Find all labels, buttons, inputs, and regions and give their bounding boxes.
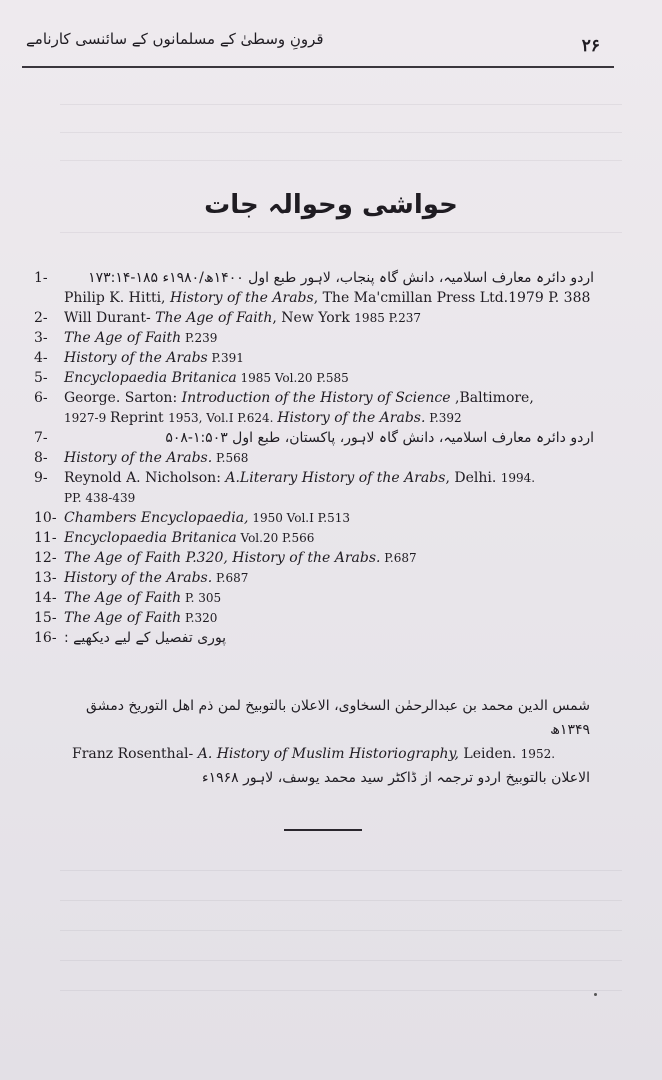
section-title: حواشی وحوالہ جات	[204, 190, 458, 220]
note-text: Will Durant- The Age of Faith, New York 1985 P.237	[64, 310, 422, 326]
note-text: History of the Arabs P.391	[64, 350, 244, 366]
reference-sakhawi: شمس الدین محمد بن عبدالرحمٰن السخاوی، الاعلان بالتوبیخ لمن ذم اھل التوریخ دمشق ۱۳۴۹ھ	[86, 698, 590, 738]
note-item	[34, 468, 594, 508]
note-item	[34, 388, 594, 428]
note-item	[34, 588, 594, 608]
note-number: 3-	[34, 330, 48, 346]
note-number: 2-	[34, 310, 48, 326]
note-item	[34, 268, 594, 308]
note-number: 8-	[34, 450, 48, 466]
bleed-line	[60, 104, 622, 105]
reference-rosenthal: Franz Rosenthal- A. History of Muslim Historiography, Leiden. 1952.	[72, 746, 556, 762]
note-urdu: اردو دائرہ معارف اسلامیہ، دانش گاہ لاہور، پاکستان، طبع اول ۱:۵۰۳-۵۰۸	[165, 430, 594, 446]
section-divider	[284, 829, 362, 831]
notes-list	[34, 268, 594, 648]
note-urdu: پوری تفصیل کے لیے دیکھیے :	[64, 630, 227, 646]
note-item	[34, 628, 594, 648]
bleed-line	[60, 232, 622, 233]
note-number: 1-	[34, 270, 48, 286]
note-number: 15-	[34, 610, 57, 626]
note-number: 4-	[34, 350, 48, 366]
note-item	[34, 548, 594, 568]
header-rule	[22, 66, 614, 68]
note-text: George. Sarton: Introduction of the History of Science ,Baltimore, 1927-9 Reprint 1953, Vol.I P.624. History of the Arabs. P.392	[64, 390, 534, 426]
bleed-line	[60, 990, 622, 991]
note-text: The Age of Faith P.239	[64, 330, 218, 346]
note-item	[34, 568, 594, 588]
note-urdu: اردو دائرہ معارف اسلامیہ، دانش گاہ پنجاب، لاہور طبع اول ۱۴۰۰ھ/۱۹۸۰ء ۱۸۵-۱۷۳:۱۴	[88, 270, 594, 286]
note-text: The Age of Faith P.320	[64, 610, 218, 626]
reference-urdu-translation: الاعلان بالتوبیخ اردو ترجمہ از ڈاکٹر سید محمد یوسف، لاہور ۱۹۶۸ء	[201, 770, 590, 786]
note-text: Chambers Encyclopaedia, 1950 Vol.I P.513	[64, 510, 351, 526]
note-text: The Age of Faith P.320, History of the Arabs. P.687	[64, 550, 417, 566]
note-item	[34, 368, 594, 388]
note-item	[34, 508, 594, 528]
note-text: History of the Arabs. P.687	[64, 570, 249, 586]
ink-speck	[594, 993, 597, 996]
note-item	[34, 608, 594, 628]
note-number: 16-	[34, 630, 57, 646]
note-item	[34, 448, 594, 468]
note-item	[34, 328, 594, 348]
bleed-line	[60, 960, 622, 961]
note-number: 11-	[34, 530, 57, 546]
running-header-title: قرونِ وسطیٰ کے مسلمانوں کے سائنسی کارنامے	[26, 30, 324, 48]
note-number: 5-	[34, 370, 48, 386]
page-number: ۲۶	[581, 36, 600, 56]
bleed-line	[60, 900, 622, 901]
bleed-line	[60, 930, 622, 931]
note-16-references	[70, 694, 590, 790]
note-number: 13-	[34, 570, 57, 586]
bleed-line	[60, 132, 622, 133]
note-number: 10-	[34, 510, 57, 526]
note-item	[34, 308, 594, 328]
bleed-line	[60, 160, 622, 161]
note-text: History of the Arabs. P.568	[64, 450, 249, 466]
note-number: 6-	[34, 390, 48, 406]
note-number: 12-	[34, 550, 57, 566]
bleed-line	[60, 870, 622, 871]
note-item	[34, 428, 594, 448]
note-text: Reynold A. Nicholson: A.Literary History of the Arabs, Delhi. 1994. PP. 438-439	[64, 470, 536, 505]
note-text: The Age of Faith P. 305	[64, 590, 222, 606]
note-number: 7-	[34, 430, 48, 446]
note-text: Encyclopaedia Britanica 1985 Vol.20 P.585	[64, 370, 349, 386]
note-text: Philip K. Hitti, History of the Arabs, The Ma'cmillan Press Ltd.1979 P. 388	[64, 290, 591, 306]
note-item	[34, 348, 594, 368]
note-item	[34, 528, 594, 548]
note-number: 14-	[34, 590, 57, 606]
note-number: 9-	[34, 470, 48, 486]
note-text: Encyclopaedia Britanica Vol.20 P.566	[64, 530, 315, 546]
